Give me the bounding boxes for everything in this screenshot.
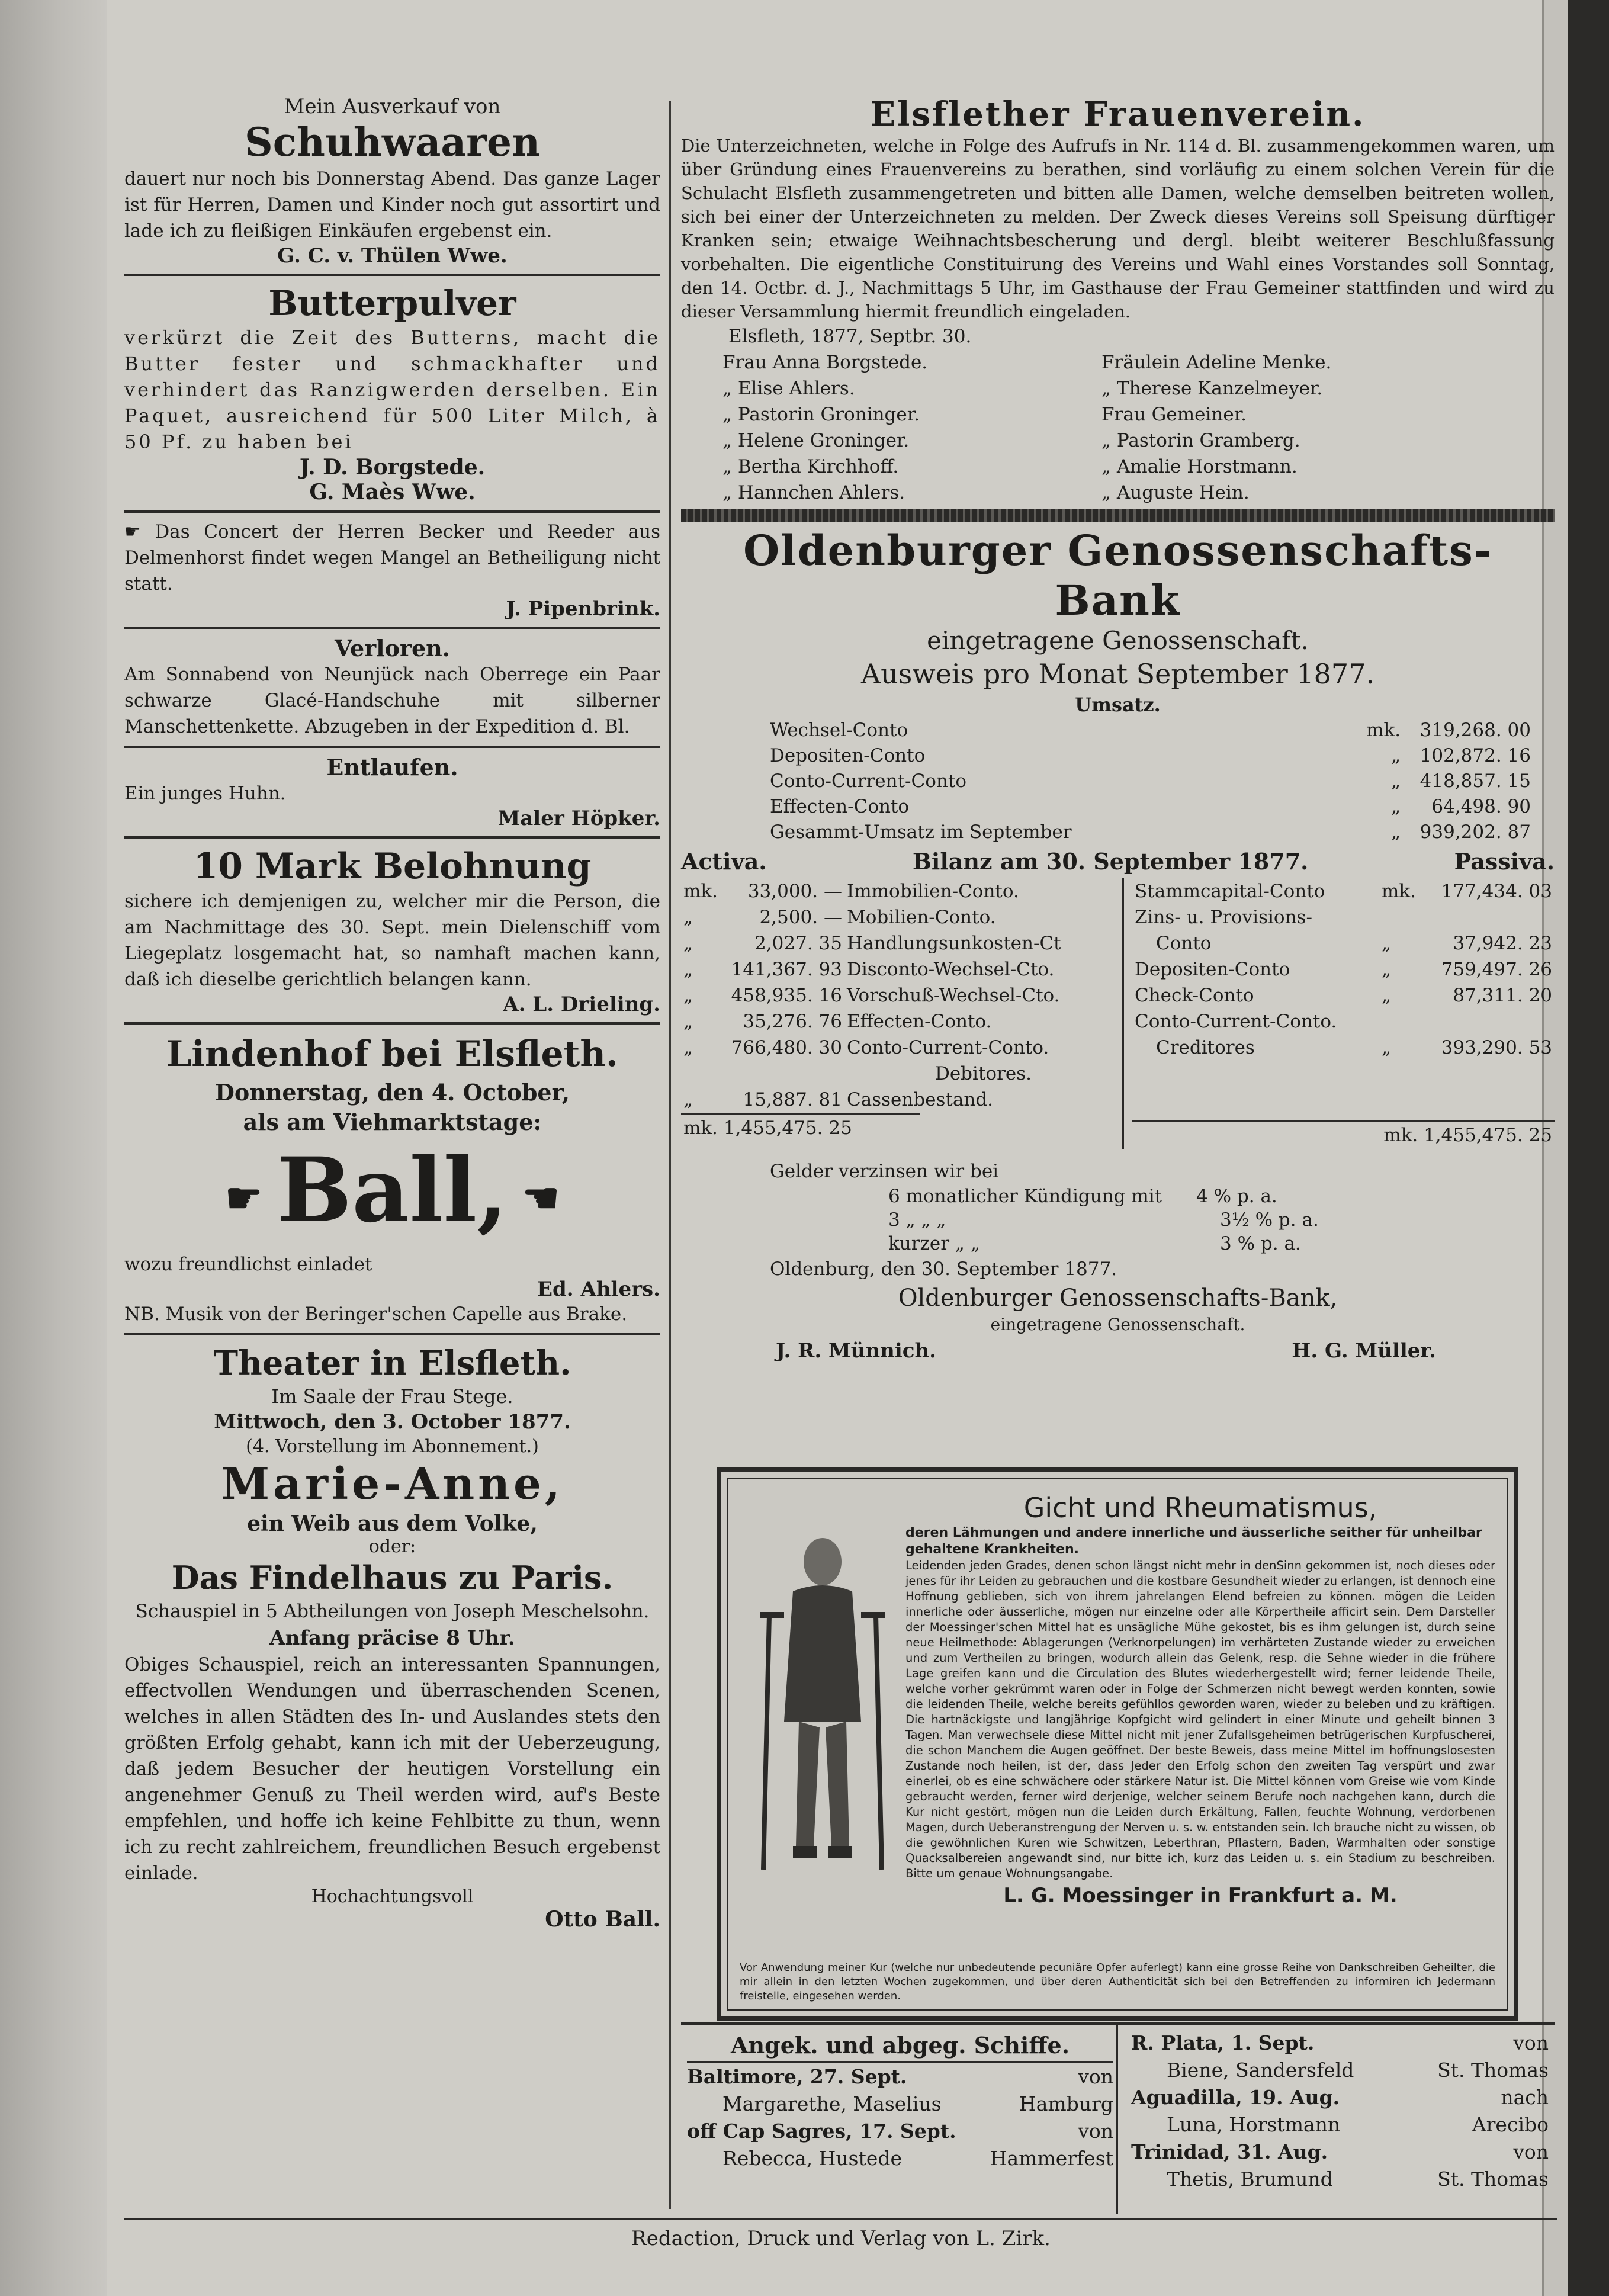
theater-abo: (4. Vorstellung im Abonnement.) <box>246 1436 539 1457</box>
butter-title: Butterpulver <box>268 283 516 323</box>
lost-ad <box>124 635 660 740</box>
passiva-total: mk. 1,455,475. 25 <box>1132 1120 1555 1149</box>
gicht-body: Leidenden jeden Grades, denen schon längst nicht mehr in denSinn gekommen ist, noch dieses oder jenes für ihr Leiden zu gebrauchen und die kostbare Gesundheit wieder zu erlangen, ist dennoch eine Hoffnung geblieben, sich von ihrem jahrelangen Elend befreien zu können. mögen die Leiden innerliche oder äusserliche, mögen nur einzelne oder alle Körpertheile afficirt sein. Dem Darsteller der Moessinger'schen Mittel hat es unsägliche Mühe gekostet, bis es ihm gelungen ist, durch seine neue Heilmethode: Ablagerungen (Verknorpelungen) im verhärteten Zustande wieder zu erweichen und zum Vertheilen zu bringen, wodurch allein das Gelenk, resp. die Sehne wieder in die frühere Lage greifen kann und die Circulation des Blutes wiederhergestellt wird; ferner leidende Theile, welche vorher gekrümmt waren oder in Folge der Schmerzen nicht bewegt werden konnten, sowie die leidenden Theile, welche bereits gefühllos geworden waren, wieder zu beleben und zu kräftigen. Die hartnäckigste und langjährige Kopfgicht wird gelindert in einer Minute und geheilt binnen 3 Tagen. Man verwechsele diese Mittel nicht mit jener Zufallsgeheimen betrügerischen Kurpfuscherei, die schon Manchem die Augen geöffnet. Der beste Beweis, dass meine Mittel im hoffnungslosesten Zustande noch heilen, ist der, dass Jeder den Erfolg schon den zweiten Tag verspürt und zwar einerlei, ob es eine schwächere oder stärkere Natur ist. Die Mittel können vom Greise wie vom Kinde gebraucht werden, ferner wird derjenige, welcher seinem Berufe noch nachgehen kann, durch die Kur nicht gestört, mögen nun die Leiden durch Erkältung, Fallen, feuchte Wohnung, verdorbenen Magen, durch Ueberanstrengung der Nerven u. s. w. entstanden sein. Ich brauche nicht zu wissen, ob die gewöhnlichen Kuren wie Schwitzen, Leberthran, Pflastern, Baden, Warmhalten oder sonstige Quacksalbereien angewandt sind, nur bitte ich, kurz das Leiden u. s. ein Stadium zu beschreiben. Bitte um genaue Wohnungsangabe. <box>905 1559 1495 1880</box>
ball-date: Donnerstag, den 4. October, <box>214 1079 570 1106</box>
ball-sign: Ed. Ahlers. <box>537 1277 660 1302</box>
passiva-row: Check-Conto „ 87,311. 20 <box>1135 985 1552 1006</box>
ship-row: off Cap Sagres, 17. Sept. von <box>687 2120 1113 2143</box>
bank-signatures <box>681 1336 1555 1366</box>
umsatz-row: Conto-Current-Conto „ 418,857. 15 <box>770 770 1531 792</box>
butter-ad <box>124 282 660 505</box>
pointing-hand-icon: ☚ <box>508 1173 560 1223</box>
divider <box>124 627 660 629</box>
footer-rule <box>124 2218 1557 2220</box>
theater-regards: Hochachtungsvoll <box>311 1886 474 1908</box>
lost-body: Am Sonnabend von Neunjück nach Oberrege ein Paar schwarze Glacé-Handschuhe mit silberner Manschettenkette. Abzugeben in der Expedition d. Bl. <box>124 664 660 737</box>
divider <box>124 510 660 513</box>
concert-sign: J. Pipenbrink. <box>506 597 660 621</box>
theater-place: Im Saale der Frau Stege. <box>271 1385 513 1408</box>
butter-body: verkürzt die Zeit des Butterns, macht die Butter fester und schmackhafter und verhindert das Ranzigwerden derselben. Ein Paquet, ausreichend für 500 Liter Milch, à 50 Pf. zu haben bei <box>124 326 660 453</box>
ships-left <box>681 2025 1119 2177</box>
passiva-row: Depositen-Conto „ 759,497. 26 <box>1135 959 1552 980</box>
bank-report-title: Ausweis pro Monat September 1877. <box>860 658 1375 690</box>
passiva-heading: Passiva. <box>1454 848 1555 875</box>
passiva-row: Creditores „ 393,290. 53 <box>1156 1037 1552 1058</box>
divider <box>124 274 660 276</box>
ship-row: Rebecca, Hustede Hammerfest <box>722 2147 1113 2170</box>
column-rule <box>669 101 671 2209</box>
reward-title: 10 Mark Belohnung <box>193 846 592 887</box>
activa-side <box>681 878 1124 1149</box>
reward-ad <box>124 844 660 1016</box>
activa-row: „ 766,480. 30 Conto-Current-Conto. <box>683 1037 1049 1058</box>
ball-invite: wozu freundlichst einladet <box>124 1254 372 1276</box>
ball-venue: Lindenhof bei Elsfleth. <box>166 1033 618 1075</box>
signatory: „ Pastorin Groninger. <box>722 404 920 425</box>
women-ad <box>681 95 1555 506</box>
left-column <box>124 95 660 1932</box>
ran-body: Ein junges Huhn. <box>124 783 286 804</box>
lost-title: Verloren. <box>334 635 451 661</box>
umsatz-row: Effecten-Conto „ 64,498. 90 <box>770 796 1531 817</box>
signatory: Fräulein Adeline Menke. <box>1101 352 1332 373</box>
butter-sign1: J. D. Borgstede. <box>299 455 486 480</box>
bank-sign-name: Oldenburger Genossenschafts-Bank, <box>898 1285 1338 1312</box>
theater-body: Obiges Schauspiel, reich an interessanten Spannungen, effectvollen Wendungen und überraschenden Scenen, welches in allen Städten des In- und Auslandes stets den größten Erfolg gehabt, kann ich mit der Ueberzeugung, daß jedem Besucher der heutigen Vorstellung ein angenehmer Genuß zu Theil werden wird, auf's Beste empfehlen, und hoffe ich keine Fehlbitte zu thun, wenn ich zu recht zahlreichem, freundlichen Besuch ergebenst einlade. <box>124 1654 660 1884</box>
women-body: Die Unterzeichneten, welche in Folge des Aufrufs in Nr. 114 d. Bl. zusammengekommen waren, um über Gründung eines Frauenvereins zu berathen, sind vorläufig zu einem solchen Verein für die Schulacht Elsfleth zusammengetreten und bitten alle Damen, welche demselben beitreten wollen, sich bei einer der Unterzeichneten zu melden. Der Zweck dieses Vereins soll Speisung dürftiger Kranken sein; etwaige Weihnachtsbescherung und dergl. bleibt weiterer Beschlußfassung vorbehalten. Die eigentliche Constituirung des Vereins und Wahl eines Vorstandes soll Sonntag, den 14. Octbr. d. J., Nachmittags 5 Uhr, im Gasthause der Frau Gemeiner stattfinden und wird zu dieser Versammlung hiermit freundlich eingeladen. <box>681 136 1555 322</box>
shoe-sign: G. C. v. Thülen Wwe. <box>277 244 508 268</box>
signatory: „ Pastorin Gramberg. <box>1101 430 1300 451</box>
play-sub2: oder: <box>368 1536 416 1558</box>
women-signatories <box>681 349 1555 506</box>
signatories-right <box>1101 349 1331 506</box>
book-spine <box>0 0 107 2296</box>
reward-body: sichere ich demjenigen zu, welcher mir die Person, die am Nachmittage des 30. Sept. mein Dielenschiff vom Liegeplatz losgemacht hat, so namhaft machen kann, daß ich dieselbe gerichtlich belangen kann. <box>124 891 660 990</box>
bilanz-heading: Bilanz am 30. September 1877. <box>912 848 1309 875</box>
umsatz-row: Wechsel-Conto mk. 319,268. 00 <box>770 720 1531 741</box>
interest-heading: Gelder verzinsen wir bei <box>770 1161 999 1182</box>
activa-row: „ 35,276. 76 Effecten-Conto. <box>683 1011 992 1032</box>
signatory: „ Bertha Kirchhoff. <box>722 456 899 477</box>
shoe-body: dauert nur noch bis Donnerstag Abend. Das ganze Lager ist für Herren, Damen und Kinder noch gut assortirt und lade ich zu fleißigen Einkäufen ergebenst ein. <box>124 168 660 242</box>
signatories-left <box>722 349 1101 506</box>
bank-sub: eingetragene Genossenschaft. <box>927 626 1309 655</box>
ship-row: Trinidad, 31. Aug. von <box>1131 2140 1549 2163</box>
gicht-text <box>905 1491 1495 1910</box>
umsatz-table <box>681 718 1555 845</box>
divider <box>124 836 660 839</box>
gicht-foot: Vor Anwendung meiner Kur (welche nur unbedeutende pecuniäre Opfer auferlegt) kann eine grosse Reihe von Dankschreiben Geheilter, die mir allein in den letzten Wochen zugekommen, und über deren Authenticität sich bei den Betreffenden zu informiren ich Jedermann freistelle, eingesehen werden. <box>740 1961 1495 2002</box>
divider <box>124 1333 660 1335</box>
bank-ad <box>681 526 1555 1366</box>
women-dateline: Elsfleth, 1877, Septbr. 30. <box>728 326 972 347</box>
activa-row: „ 458,935. 16 Vorschuß-Wechsel-Cto. <box>683 985 1060 1006</box>
bank-sign-sub: eingetragene Genossenschaft. <box>990 1315 1245 1334</box>
bank-dateline: Oldenburg, den 30. September 1877. <box>770 1258 1117 1280</box>
activa-table <box>681 878 1122 1113</box>
gicht-lead: deren Lähmungen und andere innerliche und äusserliche seither für unheilbar gehaltene Krankheiten. <box>905 1526 1482 1557</box>
signatory: „ Hannchen Ahlers. <box>722 482 905 503</box>
ship-row: R. Plata, 1. Sept. von <box>1131 2031 1549 2054</box>
butter-sign2: G. Maès Wwe. <box>309 480 476 505</box>
interest-table <box>681 1184 1555 1255</box>
ran-sign: Maler Höpker. <box>497 807 660 830</box>
passiva-row: Zins- u. Provisions- <box>1135 907 1312 928</box>
signatory: „ Elise Ahlers. <box>722 378 855 399</box>
passiva-row: Conto „ 37,942. 23 <box>1156 933 1552 954</box>
signatory: Frau Anna Borgstede. <box>722 352 928 373</box>
theater-sign: Otto Ball. <box>545 1907 660 1932</box>
signatory: „ Helene Groninger. <box>722 430 910 451</box>
ball-nb: NB. Musik von der Beringer'schen Capelle aus Brake. <box>124 1303 628 1325</box>
play-title2: Das Findelhaus zu Paris. <box>171 1559 614 1597</box>
reward-sign: A. L. Drieling. <box>503 993 660 1016</box>
signatory: Frau Gemeiner. <box>1101 404 1247 425</box>
interest-row: kurzer „ „ 3 % p. a. <box>888 1233 1301 1254</box>
ship-row: Baltimore, 27. Sept. von <box>687 2065 1113 2088</box>
ball-ad <box>124 1030 660 1327</box>
umsatz-row: Gesammt-Umsatz im September „ 939,202. 87 <box>770 821 1531 843</box>
activa-heading: Activa. <box>681 848 767 875</box>
activa-row: Debitores. <box>934 1063 1032 1084</box>
passiva-table <box>1132 878 1555 1061</box>
signatory: „ Amalie Horstmann. <box>1101 456 1298 477</box>
divider <box>124 1022 660 1025</box>
umsatz-row: Depositen-Conto „ 102,872. 16 <box>770 745 1531 766</box>
shoe-intro: Mein Ausverkauf von <box>284 95 501 118</box>
gicht-title: Gicht und Rheumatismus, <box>1023 1492 1377 1524</box>
activa-total: mk. 1,455,475. 25 <box>681 1113 920 1142</box>
theater-title: Theater in Elsfleth. <box>213 1344 571 1383</box>
scan-border <box>1568 0 1609 2296</box>
activa-row: mk. 33,000. — Immobilien-Conto. <box>683 881 1019 902</box>
heavy-rule <box>681 509 1555 522</box>
bilanz-table <box>681 878 1555 1149</box>
interest-row: 3 „ „ „ 3½ % p. a. <box>888 1209 1319 1231</box>
passiva-row: Stammcapital-Conto mk. 177,434. 03 <box>1135 881 1552 902</box>
play-author: Schauspiel in 5 Abtheilungen von Joseph Meschelsohn. <box>135 1601 650 1623</box>
ran-title: Entlaufen. <box>326 754 458 781</box>
concert-ad <box>124 519 660 621</box>
passiva-row: Conto-Current-Conto. <box>1135 1011 1337 1032</box>
shoe-ad <box>124 95 660 268</box>
man-with-crutches-illustration <box>751 1526 894 1881</box>
signatory: „ Therese Kanzelmeyer. <box>1101 378 1323 399</box>
right-column <box>681 95 1555 1366</box>
ball-sub: als am Viehmarktstage: <box>243 1109 542 1135</box>
ball-heading: ☛ Ball, ☚ <box>225 1138 560 1242</box>
signatory: „ Auguste Hein. <box>1101 482 1250 503</box>
pointing-hand-icon: ☛ <box>124 521 155 542</box>
ships-divider <box>1116 2025 1118 2214</box>
passiva-side <box>1124 878 1555 1149</box>
activa-row: „ 2,027. 35 Handlungsunkosten-Ct <box>683 933 1061 954</box>
bilanz-header <box>681 845 1555 878</box>
ship-row: Thetis, Brumund St. Thomas <box>1167 2167 1549 2191</box>
ship-row: Aguadilla, 19. Aug. nach <box>1131 2086 1549 2109</box>
women-title: Elsflether Frauenverein. <box>870 95 1366 134</box>
play-sub1: ein Weib aus dem Volke, <box>247 1511 538 1537</box>
gicht-sign: L. G. Moessinger in Frankfurt a. M. <box>1003 1884 1398 1908</box>
bank-title: Oldenburger Genossenschafts-Bank <box>743 526 1492 625</box>
play-start: Anfang präcise 8 Uhr. <box>269 1626 515 1650</box>
ships-right <box>1125 2025 1555 2198</box>
concert-body: ☛ Das Concert der Herren Becker und Reeder aus Delmenhorst findet wegen Mangel an Betheiligung nicht statt. <box>124 521 660 595</box>
ran-ad <box>124 754 660 830</box>
umsatz-heading: Umsatz. <box>1075 693 1161 716</box>
pointing-hand-icon: ☛ <box>225 1173 277 1223</box>
ships-section <box>681 2022 1555 2220</box>
activa-row: „ 2,500. — Mobilien-Conto. <box>683 907 996 928</box>
theater-date: Mittwoch, den 3. October 1877. <box>214 1410 571 1434</box>
ship-row: Margarethe, Maselius Hamburg <box>722 2092 1113 2115</box>
interest-row: 6 monatlicher Kündigung mit 4 % p. a. <box>888 1186 1277 1207</box>
play-title: Marie-Anne, <box>221 1459 564 1510</box>
activa-row: „ 15,887. 81 Cassenbestand. <box>683 1089 994 1110</box>
shoe-title: Schuhwaaren <box>245 119 540 165</box>
ship-row: Luna, Horstmann Arecibo <box>1167 2113 1549 2136</box>
ship-row: Biene, Sandersfeld St. Thomas <box>1167 2059 1549 2082</box>
activa-row: „ 141,367. 93 Disconto-Wechsel-Cto. <box>683 959 1055 980</box>
ships-title: Angek. und abgeg. Schiffe. <box>687 2030 1113 2063</box>
gicht-ad <box>717 1467 1518 2021</box>
bank-sign2: H. G. Müller. <box>1292 1339 1436 1363</box>
gicht-ad-frame <box>727 1478 1508 2011</box>
imprint: Redaction, Druck und Verlag von L. Zirk. <box>631 2227 1051 2250</box>
divider <box>124 746 660 748</box>
theater-ad <box>124 1341 660 1932</box>
bank-sign1: J. R. Münnich. <box>776 1339 937 1363</box>
